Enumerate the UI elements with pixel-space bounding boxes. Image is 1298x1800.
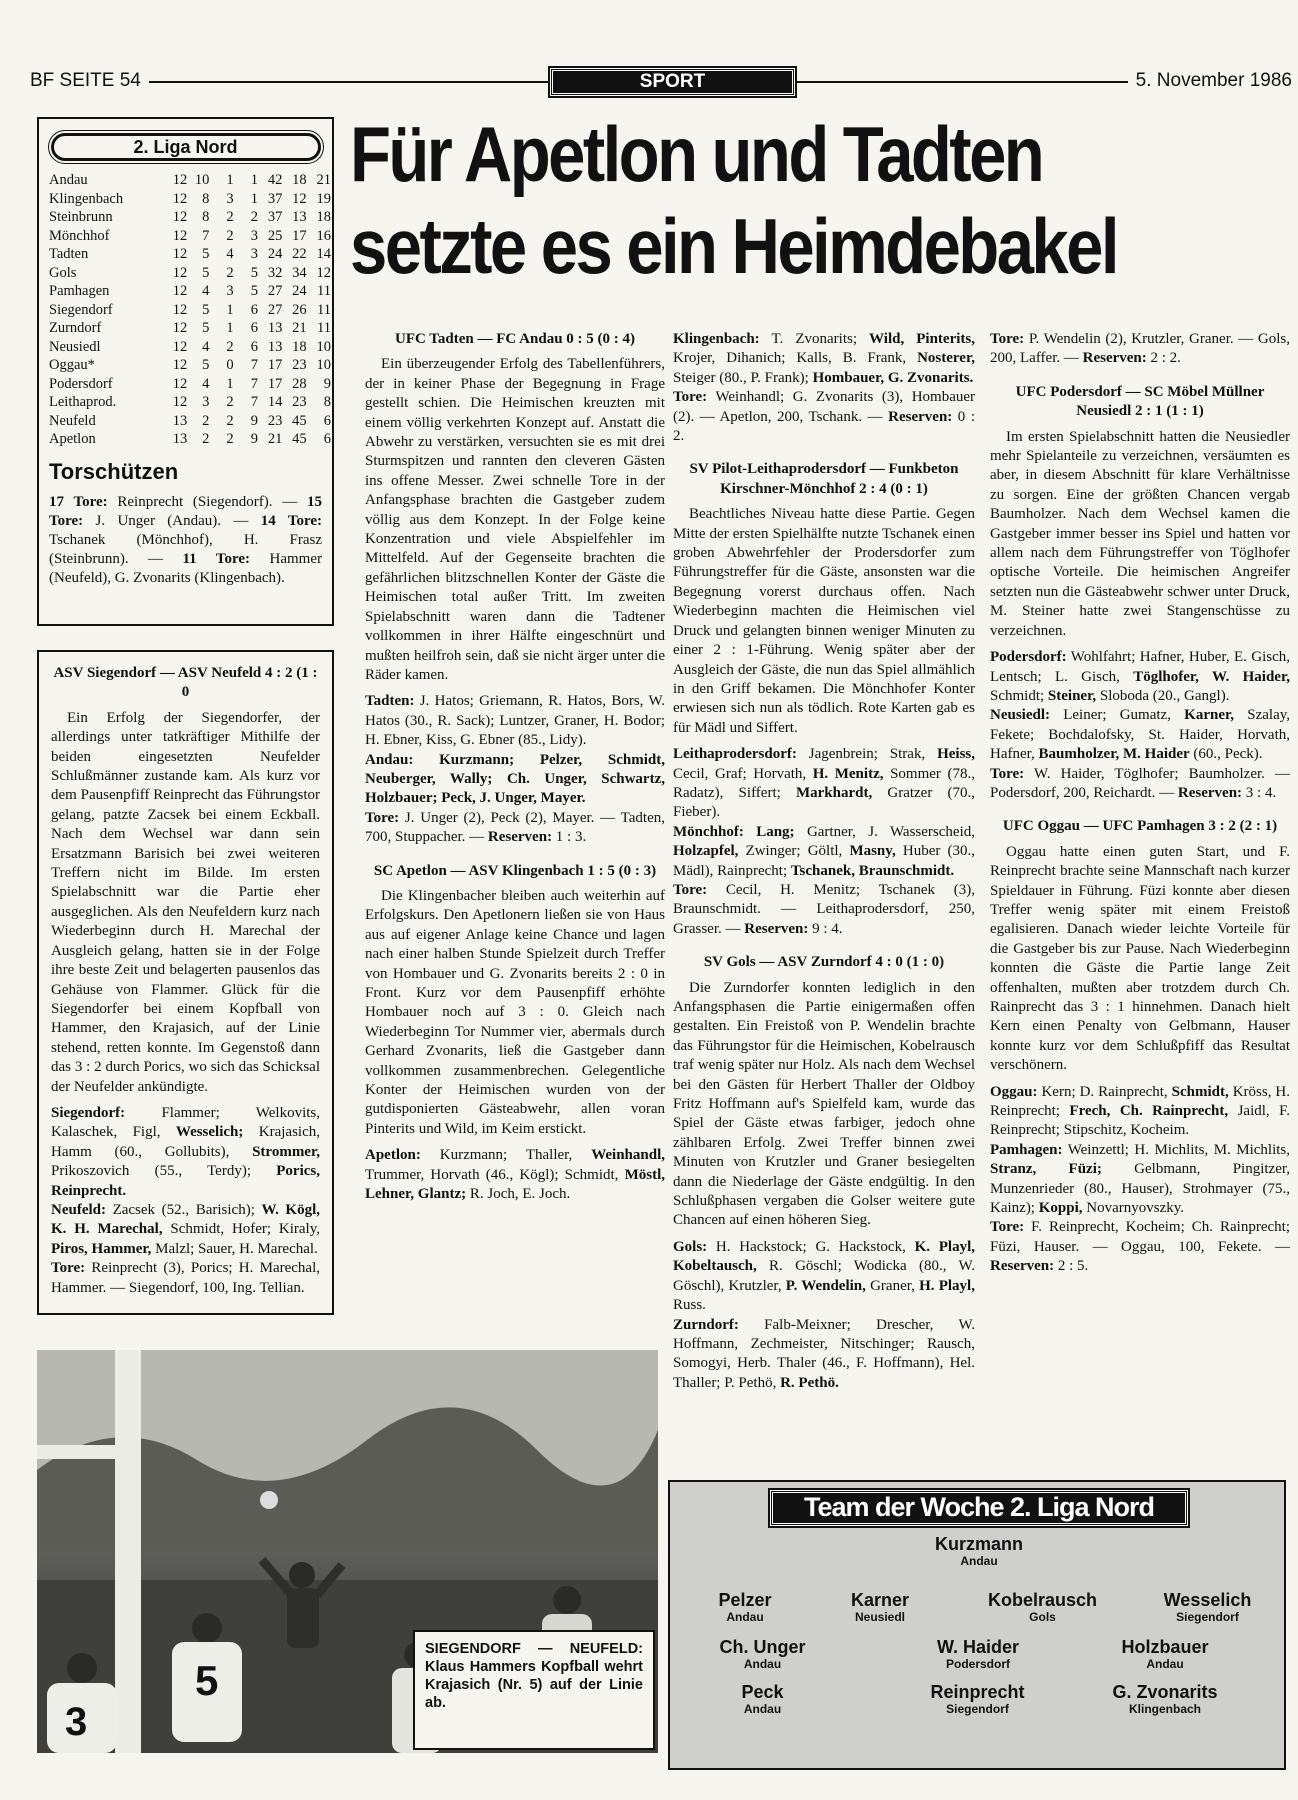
standings-cell-pts: 10 (316, 338, 331, 355)
standings-cell-ga: 22 (292, 246, 307, 262)
standings-cell-p: 12 (172, 338, 188, 355)
standings-cell-l: 3 (250, 227, 258, 244)
standings-cell-w: 5 (202, 246, 210, 262)
article-body-apetlon: Die Klingenbacher bleiben auch weiterhin auf Erfolgskurs. Den Apetlonern ließen sie von Haus aus auf eigener Anlage keine Chance und lagen nach einer halben Stunde Spielzeit durch Treffer von Hombauer und G. Zvonarits bereits 2 : 0 in Front. Kurz vor dem Pausenpfiff erhöhte Hombauer noch auf 3 : 0. Gleich nach Wiederbeginn Tor Nummer vier, abermals durch Gerhard Zvonarits, ließ die Gastgeber dann vollkommen zusammenbrechen. Gelegentliche Konter der Heimischen wurden von der gutdisponierten Gästeabwehr, allen voran Pinterits und Wild, im Keim erstickt. (365, 887, 665, 1137)
goals-line-tadten: Tore: J. Unger (2), Peck (2), Mayer. — Tadten, 700, Stuppacher. — Reserven: 1 : 3. (365, 809, 665, 846)
standings-cell-ga: 45 (292, 412, 307, 429)
article-heading-oggau: UFC Oggau — UFC Pamhagen 3 : 2 (2 : 1) (1002, 818, 1278, 835)
standings-cell-ga: 23 (292, 394, 307, 410)
scorers-title: Torschützen (49, 458, 179, 484)
standings-row (49, 338, 331, 357)
team-player: Kurzmann Andau (934, 1534, 1023, 1568)
lineup-leithaprodersdorf: Leithaprodersdorf: Jagenbrein; Strak, Heiss, Cecil, Graf; Horvath, H. Menitz, Sommer (78., Radatz), Siffert; Markhardt, Gratzer (70., Fieber). (673, 746, 975, 821)
standings-row (49, 319, 331, 338)
scorers-text: 17 Tore: Reinprecht (Siegendorf). — 15 Tore: J. Unger (Andau). — 14 Tore: Tschanek (Mönchhof), H. Frasz (Steinbrunn). — 11 Tore: Hammer (Neufeld), G. Zvonarits (Klingenbach). (49, 493, 322, 586)
standings-cell-p: 12 (172, 283, 188, 299)
league-title: 2. Liga Nord (51, 133, 321, 161)
standings-row (49, 430, 331, 449)
standings-cell-ga: 18 (292, 338, 307, 355)
ball (260, 1491, 278, 1509)
standings-cell-l: 7 (250, 357, 258, 373)
article-heading-tadten: UFC Tadten — FC Andau 0 : 5 (0 : 4) (394, 331, 636, 347)
standings-cell-gf: 27 (267, 301, 283, 318)
standings-cell-team: Tadten (49, 246, 89, 262)
standings-row (49, 412, 331, 431)
standings-cell-l: 2 (250, 209, 258, 225)
standings-row (49, 282, 331, 301)
standings-row (49, 356, 331, 375)
standings-cell-team: Apetlon (49, 431, 96, 447)
standings-cell-p: 12 (172, 301, 188, 318)
standings-cell-l: 6 (250, 301, 258, 318)
standings-cell-d: 2 (226, 431, 234, 447)
standings-cell-pts: 18 (316, 209, 331, 225)
standings-cell-pts: 12 (316, 264, 331, 281)
standings-box (37, 117, 334, 626)
standings-cell-p: 12 (172, 320, 188, 336)
standings-cell-p: 12 (172, 172, 188, 188)
standings-cell-ga: 12 (292, 190, 307, 207)
goals-line-oggau: Tore: F. Reinprecht, Kocheim; Ch. Rainprecht; Füzi, Hauser. — Oggau, 100, Fekete. — Reserven: 2 : 5. (990, 1219, 1290, 1275)
standings-cell-w: 5 (202, 264, 210, 281)
standings-cell-gf: 13 (267, 320, 283, 336)
standings-cell-l: 3 (250, 246, 258, 262)
standings-cell-w: 10 (194, 172, 210, 188)
standings-cell-d: 2 (226, 338, 234, 355)
standings-cell-w: 8 (202, 209, 210, 225)
standings-cell-gf: 37 (267, 190, 283, 207)
standings-cell-l: 9 (250, 431, 258, 447)
standings-cell-ga: 28 (292, 375, 307, 392)
standings-cell-pts: 11 (317, 320, 331, 336)
standings-cell-gf: 13 (267, 338, 283, 355)
team-player: Reinprecht Siegendorf (930, 1682, 1025, 1716)
standings-cell-d: 2 (226, 209, 234, 225)
team-player: Karner Neusiedl (850, 1590, 910, 1624)
page-header (30, 68, 1292, 98)
standings-cell-pts: 11 (317, 283, 331, 299)
standings-cell-team: Gols (49, 264, 77, 281)
lineup-moenchhof: Mönchhof: Lang; Gartner, J. Wasserscheid, Holzapfel, Zwinger; Göltl, Masny, Huber (30., Mädl), Rainprecht; Tschanek, Braunschmidt. (673, 823, 975, 879)
standings-cell-gf: 27 (267, 283, 283, 299)
team-of-the-week-title: Team der Woche 2. Liga Nord (770, 1490, 1188, 1526)
standings-cell-d: 1 (226, 172, 234, 188)
standings-cell-ga: 23 (292, 357, 307, 373)
standings-cell-team: Neusiedl (49, 338, 101, 355)
standings-cell-d: 2 (226, 227, 234, 244)
standings-table (49, 171, 331, 449)
article-heading-apetlon: SC Apetlon — ASV Klingenbach 1 : 5 (0 : 3) (373, 862, 657, 879)
standings-cell-l: 6 (250, 338, 258, 355)
lineup-neufeld: Neufeld: Zacsek (52., Barisich); W. Kögl, K. H. Marechal, Schmidt, Hofer; Kiraly, Piros, Hammer, Malzl; Sauer, H. Marechal. (51, 1201, 320, 1257)
standings-cell-ga: 34 (292, 264, 307, 281)
article-column-2 (365, 330, 665, 1204)
article-heading-podersdorf: UFC Podersdorf — SC Möbel Müllner Neusiedl 2 : 1 (1 : 1) (1015, 383, 1265, 420)
standings-row (49, 171, 331, 190)
standings-cell-pts: 6 (323, 412, 331, 429)
goals-line: Tore: Reinprecht (3), Porics; H. Marechal, Hammer. — Siegendorf, 100, Ing. Tellian. (51, 1260, 320, 1296)
standings-cell-team: Mönchhof (49, 227, 110, 244)
standings-cell-pts: 8 (323, 394, 331, 410)
standings-row (49, 245, 331, 264)
article-column-3 (673, 330, 975, 1393)
standings-cell-p: 13 (172, 431, 188, 447)
standings-cell-p: 12 (172, 394, 188, 410)
goals-line-podersdorf: Tore: W. Haider, Töglhofer; Baumholzer. — Podersdorf, 200, Reichardt. — Reserven: 3 : 4. (990, 765, 1290, 801)
lineup-apetlon: Apetlon: Kurzmann; Thaller, Weinhandl, Trummer, Horvath (46., Kögl); Schmidt, Möstl, Lehner, Glantz; R. Joch, E. Joch. (365, 1147, 665, 1203)
standings-cell-p: 12 (172, 209, 188, 225)
article-heading: ASV Siegendorf — ASV Neufeld 4 : 2 (1 : 0 (53, 665, 318, 701)
headline-line-2: setzte es ein Heimdebakel (350, 202, 1117, 290)
standings-cell-w: 4 (202, 375, 210, 392)
standings-cell-l: 1 (250, 190, 258, 207)
standings-cell-d: 2 (226, 264, 234, 281)
standings-cell-p: 12 (172, 375, 188, 392)
goals-line-gols: Tore: P. Wendelin (2), Krutzler, Graner. — Gols, 200, Laffer. — Reserven: 2 : 2. (990, 331, 1290, 367)
goals-line-leitha: Tore: Cecil, H. Menitz; Tschanek (3), Braunschmidt. — Leithaprodersdorf, 250, Grasser. — Reserven: 9 : 4. (673, 881, 975, 937)
standings-cell-p: 12 (172, 357, 188, 373)
lineup-zurndorf: Zurndorf: Falb-Meixner; Drescher, W. Hoffmann, Zechmeister, Nitschinger; Rausch, Somogyi, Herb. Thaler (46., F. Hoffmann), Hel. Thaller; P. Pethö, R. Pethö. (673, 1316, 975, 1391)
standings-cell-l: 7 (250, 394, 258, 410)
article-heading-leitha: SV Pilot-Leithaprodersdorf — Funkbeton Kirschner-Mönchhof 2 : 4 (0 : 1) (689, 461, 959, 497)
standings-cell-l: 9 (250, 412, 258, 429)
standings-cell-ga: 45 (292, 431, 307, 447)
standings-cell-p: 12 (172, 264, 188, 281)
standings-cell-gf: 14 (267, 394, 283, 410)
team-player: Ch. Unger Andau (719, 1637, 806, 1671)
standings-cell-ga: 18 (292, 172, 307, 188)
standings-cell-gf: 25 (267, 227, 283, 244)
standings-cell-d: 1 (226, 375, 234, 392)
standings-row (49, 190, 331, 209)
standings-cell-w: 4 (202, 338, 210, 355)
standings-cell-p: 12 (172, 246, 188, 262)
standings-cell-team: Andau (49, 172, 88, 188)
standings-cell-team: Klingenbach (49, 190, 124, 207)
standings-cell-pts: 16 (316, 227, 331, 244)
standings-cell-w: 3 (202, 394, 210, 410)
standings-row (49, 208, 331, 227)
headline (350, 108, 1163, 292)
standings-cell-team: Neufeld (49, 412, 96, 429)
standings-cell-w: 5 (202, 357, 210, 373)
standings-cell-w: 2 (202, 431, 210, 447)
standings-cell-ga: 26 (292, 301, 307, 318)
standings-cell-team: Oggau* (49, 357, 95, 373)
goal-post (115, 1350, 141, 1753)
standings-cell-team: Zurndorf (49, 320, 102, 336)
standings-cell-w: 5 (202, 301, 210, 318)
lineup-podersdorf: Podersdorf: Wohlfahrt; Hafner, Huber, E. Gisch, Lentsch; L. Gisch, Töglhofer, W. Haider, Schmidt; Steiner, Sloboda (20., Gangl). (990, 649, 1290, 704)
standings-cell-d: 4 (226, 246, 234, 262)
standings-cell-pts: 14 (316, 246, 331, 262)
headline-line-1: Für Apetlon und Tadten (350, 110, 1043, 198)
article-heading-gols: SV Gols — ASV Zurndorf 4 : 0 (1 : 0) (703, 954, 945, 971)
standings-row (49, 375, 331, 394)
standings-cell-team: Leithaprod. (49, 394, 117, 410)
standings-cell-team: Siegendorf (49, 301, 113, 318)
standings-row (49, 264, 331, 283)
team-of-the-week (668, 1480, 1286, 1770)
article-body-gols: Die Zurndorfer konnten lediglich in den Anfangsphasen die Partie einigermaßen offen gestalten. Ein Freistoß von P. Wendelin brachte das Führungstor für die Heimischen, Kobelrausch traf wenig später nur Holz. Als nach dem Wechsel bei den Gästen für Herbert Thaller der Oldboy Fritz Hoffmann auf's Spielfeld kam, wurde das Spiel der Gäste etwas farbiger, jedoch ohne zählbaren Erfolg. Zwei Treffer binnen zwei Minuten von Krutzler und Graner besiegelten dann die Niederlage der Gäste endgültig. In den Schlußphasen vergaben die Golser weitere gute Chancen auf einen höheren Sieg. (673, 979, 975, 1229)
standings-cell-gf: 37 (267, 209, 283, 225)
photo-caption: SIEGENDORF — NEUFELD: Klaus Hammers Kopfball wehrt Krajasich (Nr. 5) auf der Linie ab. (413, 1630, 655, 1750)
lineup-oggau: Oggau: Kern; D. Rainprecht, Schmidt, Kröss, H. Reinprecht; Frech, Ch. Rainprecht, Jaidl, F. Reinprecht; Stipschitz, Kocheim. (990, 1083, 1291, 1139)
standings-cell-team: Pamhagen (49, 283, 110, 299)
standings-cell-gf: 17 (267, 375, 283, 392)
standings-cell-pts: 10 (316, 357, 331, 373)
standings-cell-ga: 13 (292, 209, 307, 225)
standings-cell-ga: 21 (292, 320, 307, 336)
standings-cell-pts: 19 (316, 190, 331, 207)
article-body-tadten: Ein überzeugender Erfolg des Tabellenführers, der in keiner Phase der Begegnung in Frage gestellt schien. Die Heimischen kreuzten mit einem völlig verkehrten Konzept auf. Anstatt die Abwehr zu verstärken, versuchten sie es mit drei Sturmspitzen und rannten den cleveren Gästen ins offene Messer. Zwei schnelle Tore in der Anfangsphase brachten die Gastgeber zudem völlig aus dem Konzept. In der Folge keine Konzentration und viele Abspielfehler im Mittelfeld. Auf der Gegenseite brachten die gefährlichen blitzschnellen Konter der Gäste die Heimischen total außer Tritt. Im zweiten Spielabschnitt waren dann die Tadtener vollkommen in ihrer Hälfte eingeschnürt und mußten heilfroh sein, daß sie nicht ärger unter die Räder kamen. (365, 356, 665, 683)
standings-cell-gf: 17 (267, 357, 283, 373)
lineup-gols: Gols: H. Hackstock; G. Hackstock, K. Playl, Kobeltausch, R. Göschl; Wodicka (80., W. Göschl), Krutzler, P. Wendelin, Graner, H. Playl, Russ. (673, 1238, 975, 1314)
standings-cell-d: 3 (226, 283, 234, 299)
standings-cell-d: 1 (226, 301, 234, 318)
article-body-leitha: Beachtliches Niveau hatte diese Partie. Gegen Mitte der ersten Spielhälfte nutzte Tschanek einen groben Abwehrfehler der Prodersdorfer zum Führungstreffer für die Gäste, ansonsten war die Begegnung vorerst durchaus offen. Nach Wiederbeginn machten die Heimischen viel Druck und gelangten binnen weniger Minuten zu einer 2 : 1-Führung. Wenig später aber der Ausgleich der Gäste, die nun das Spiel allmählich in den Griff bekamen. Die Mönchhofer Konter erwiesen sich nun als tödlich. Rote Karten gab es für Mädl und Siffert. (673, 506, 975, 736)
standings-cell-w: 5 (202, 320, 210, 336)
standings-cell-l: 5 (250, 283, 258, 299)
section-banner: SPORT (550, 68, 795, 96)
standings-cell-p: 12 (172, 190, 188, 207)
jersey-number-3: 3 (65, 1700, 88, 1744)
article-body: Ein Erfolg der Siegendorfer, der allerdings unter tatkräftiger Mithilfe der beiden eingesetzten Neufelder Schlußmänner zustande kam. Als kurz vor dem Pausenpfiff Reinprecht das Führungstor gelang, patzte Zacsek bei einem Eckball. Nach dem Wechsel war dann sein Ersatzmann Barisich bei zwei weiteren Treffern nicht im Bilde. Im ersten Spielabschnitt war die Partie eher ausgeglichen. Als den Neufeldern kurz nach Wiederbeginn durch H. Marechal der Ausgleich gelang, hatten sie in der Folge ihre beste Zeit und belagerten pausenlos das Gehäuse von Flammer. Glück für die Siegendorfer bei einem Kopfball von Hammer, den Krajasich, auf der Linie stehend, retten konnte. Im Gegenstoß dann das 3 : 2 durch Porics, wo sich das Schicksal der Neufelder ankündigte. (51, 709, 320, 1095)
standings-row (49, 227, 331, 246)
standings-cell-team: Podersdorf (49, 375, 113, 392)
lineup-tadten: Tadten: J. Hatos; Griemann, R. Hatos, Bors, W. Hatos (30., R. Sack); Luntzer, Graner, H. Bodor; H. Ebner, Kiss, G. Ebner (85., Lidy). (365, 693, 665, 749)
lineup-siegendorf: Siegendorf: Flammer; Welkovits, Kalaschek, Figl, Wesselich; Krajasich, Hamm (60., Gollubits), Strommer, Prikoszovich (55., Terdy); Porics, Reinprecht. (51, 1104, 320, 1199)
standings-cell-ga: 17 (292, 227, 307, 244)
lineup-pamhagen: Pamhagen: Weinzettl; H. Michlits, M. Michlits, Stranz, Füzi; Gelbmann, Pingitzer, Munzenrieder (80., Hauser), Strohmayer (75., Kainz); Koppi, Novarnyovszky. (990, 1141, 1290, 1217)
standings-cell-d: 0 (226, 357, 234, 373)
page-number: BF SEITE 54 (30, 70, 149, 92)
standings-cell-d: 3 (226, 190, 234, 207)
article-column-4 (990, 330, 1290, 1277)
jersey-number-5: 5 (195, 1657, 219, 1704)
standings-cell-ga: 24 (292, 283, 307, 299)
standings-cell-team: Steinbrunn (49, 209, 113, 225)
standings-cell-p: 13 (172, 412, 188, 429)
team-player: W. Haider Podersdorf (936, 1637, 1020, 1671)
standings-cell-w: 4 (202, 283, 210, 299)
article-body-oggau: Oggau hatte einen guten Start, und F. Reinprecht brachte seine Mannschaft nach kurzer Spieldauer in Führung. Füzi konnte aber diesen Treffer wenig später mit einem Freistoß egalisieren. Danach wieder leichte Vorteile für die Gastgeber bis zur Pause. Nach Wiederbeginn konnten die Gäste die Partie lange Zeit offenhalten, mußten aber trotzdem durch Ch. Rainprecht das 3 : 1 hinnehmen. Danach hielt Kern einen Penalty von Gelbmann, Hauser konnte kurz vor dem Schlußpfiff das Resultat verschönern. (990, 843, 1290, 1074)
standings-cell-pts: 9 (323, 375, 331, 392)
team-player: Peck Andau (741, 1682, 784, 1716)
standings-cell-gf: 42 (267, 172, 283, 188)
goal-crossbar (37, 1445, 141, 1459)
standings-cell-gf: 32 (267, 264, 283, 281)
standings-cell-l: 1 (250, 172, 258, 188)
standings-cell-gf: 24 (267, 246, 283, 262)
standings-cell-w: 7 (202, 227, 210, 244)
standings-cell-w: 2 (202, 412, 210, 429)
standings-cell-pts: 6 (323, 431, 331, 447)
standings-cell-pts: 21 (316, 172, 331, 188)
article-siegendorf-neufeld (37, 650, 334, 1315)
standings-cell-l: 5 (250, 264, 258, 281)
standings-cell-gf: 23 (267, 412, 283, 429)
team-player: Holzbauer Andau (1121, 1637, 1209, 1671)
standings-cell-pts: 11 (317, 301, 331, 318)
standings-cell-d: 2 (226, 394, 234, 410)
standings-cell-l: 7 (250, 375, 258, 392)
standings-cell-gf: 21 (267, 431, 283, 447)
team-player: Wesselich Siegendorf (1163, 1590, 1252, 1624)
team-player: G. Zvonarits Klingenbach (1112, 1682, 1218, 1716)
article-body-podersdorf: Im ersten Spielabschnitt hatten die Neusiedler mehr Spielanteile zu verzeichnen, versäumten es aber, in diesem Abschnitt für klare Verhältnisse zu sorgen. Eine der größten Chancen vergab Baumholzer. Nach dem Wechsel kamen die Gastgeber immer besser ins Spiel und hatten vor allem nach dem Führungstreffer von Töglhofer optische Vorteile. Die heimischen Angreifer setzten nun die Gästeabwehr schwer unter Druck, M. Steiner hatte zwei Stangenschüsse zu verzeichnen. (990, 428, 1290, 639)
issue-date: 5. November 1986 (1128, 70, 1292, 92)
standings-row (49, 301, 331, 320)
standings-cell-d: 2 (226, 412, 234, 429)
lineup-klingenbach: Klingenbach: T. Zvonarits; Wild, Pinterits, Krojer, Dihanich; Kalls, B. Frank, Nosterer, Steiger (80., P. Frank); Hombauer, G. Zvonarits. (673, 331, 975, 386)
standings-cell-l: 6 (250, 320, 258, 336)
team-player: Kobelrausch Gols (987, 1590, 1098, 1624)
goals-line-apetlon: Tore: Weinhandl; G. Zvonarits (3), Hombauer (2). — Apetlon, 200, Tschank. — Reserven: 0 : 2. (673, 389, 975, 445)
standings-row (49, 393, 331, 412)
lineup-andau: Andau: Kurzmann; Pelzer, Schmidt, Neuberger, Wally; Ch. Unger, Schwartz, Holzbauer; Peck, J. Unger, Mayer. (365, 751, 665, 807)
standings-cell-w: 8 (202, 190, 210, 207)
team-player: Pelzer Andau (718, 1590, 772, 1624)
standings-cell-d: 1 (226, 320, 234, 336)
standings-cell-p: 12 (172, 227, 188, 244)
lineup-neusiedl: Neusiedl: Leiner; Gumatz, Karner, Szalay, Fekete; Bochdalofsky, St. Haider, Horvath, Hafner, Baumholzer, M. Haider (60., Peck). (990, 707, 1290, 763)
